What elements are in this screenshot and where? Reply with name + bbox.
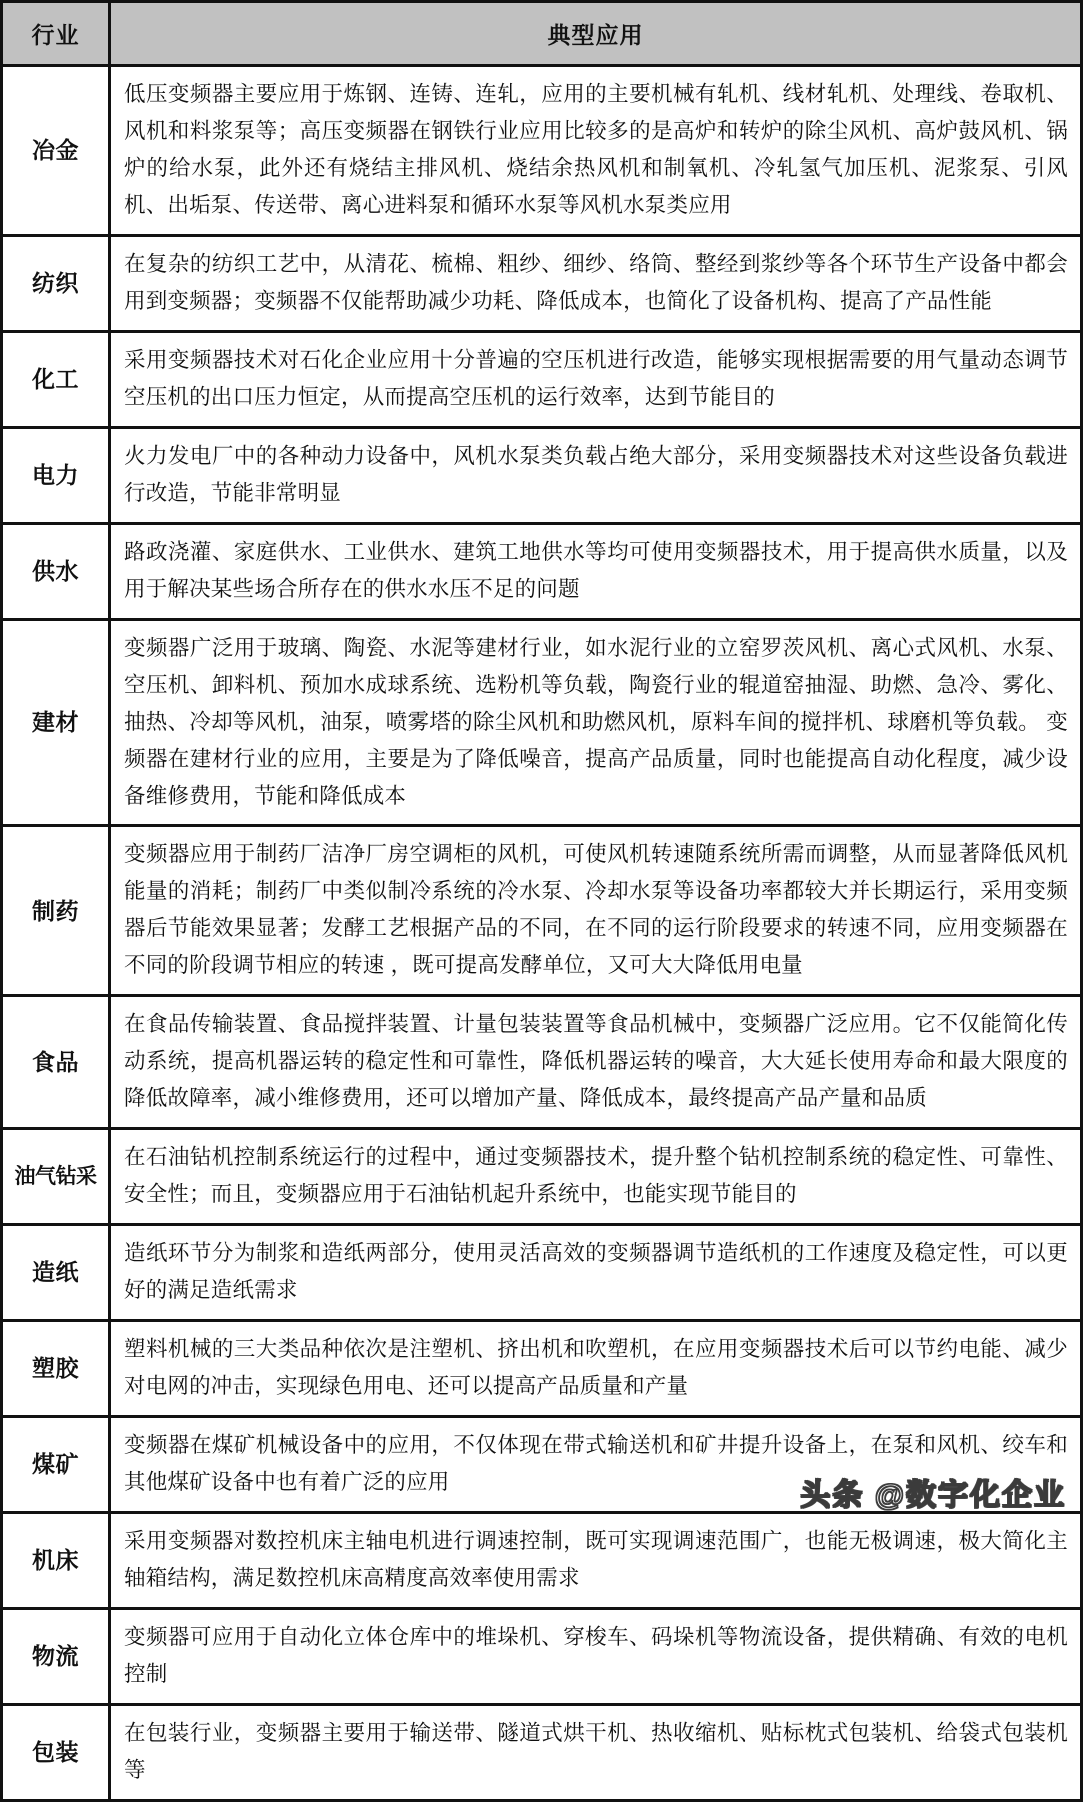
table-row bbox=[2, 1608, 1082, 1704]
industry-name-cell: 建材 bbox=[2, 619, 110, 826]
application-text-cell: 在包装行业，变频器主要用于输送带、隧道式烘干机、热收缩机、贴标枕式包装机、给袋式包装机等 bbox=[110, 1704, 1082, 1800]
table-header-row bbox=[2, 2, 1082, 66]
table-row bbox=[2, 427, 1082, 523]
application-text-cell: 采用变频器技术对石化企业应用十分普遍的空压机进行改造，能够实现根据需要的用气量动态调节空压机的出口压力恒定，从而提高空压机的运行效率，达到节能目的 bbox=[110, 331, 1082, 427]
column-header-industry: 行业 bbox=[2, 2, 110, 66]
table-row bbox=[2, 1129, 1082, 1225]
table-row bbox=[2, 66, 1082, 236]
table-row bbox=[2, 1225, 1082, 1321]
table-row bbox=[2, 1704, 1082, 1800]
industry-name-cell: 包装 bbox=[2, 1704, 110, 1800]
table-row bbox=[2, 996, 1082, 1129]
industry-name-cell: 油气钻采 bbox=[2, 1129, 110, 1225]
industry-name-cell: 化工 bbox=[2, 331, 110, 427]
column-header-application: 典型应用 bbox=[110, 2, 1082, 66]
industry-name-cell: 食品 bbox=[2, 996, 110, 1129]
application-text-cell: 变频器应用于制药厂洁净厂房空调柜的风机，可使风机转速随系统所需而调整，从而显著降低风机能量的消耗；制药厂中类似制冷系统的冷水泵、冷却水泵等设备功率都较大并长期运行，采用变频器后节能效果显著；发酵工艺根据产品的不同，在不同的运行阶段要求的转速不同，应用变频器在不同的阶段调节相应的转速 ，既可提高发酵单位，又可大大降低用电量 bbox=[110, 826, 1082, 996]
application-text-cell: 在食品传输装置、食品搅拌装置、计量包装装置等食品机械中，变频器广泛应用。它不仅能简化传动系统，提高机器运转的稳定性和可靠性，降低机器运转的噪音，大大延长使用寿命和最大限度的降低故障率，减小维修费用，还可以增加产量、降低成本，最终提高产品产量和品质 bbox=[110, 996, 1082, 1129]
application-text-cell: 造纸环节分为制浆和造纸两部分，使用灵活高效的变频器调节造纸机的工作速度及稳定性，可以更好的满足造纸需求 bbox=[110, 1225, 1082, 1321]
industry-name-cell: 煤矿 bbox=[2, 1417, 110, 1513]
industry-name-cell: 制药 bbox=[2, 826, 110, 996]
table-row bbox=[2, 1417, 1082, 1513]
application-text-cell: 路政浇灌、家庭供水、工业供水、建筑工地供水等均可使用变频器技术，用于提高供水质量，以及用于解决某些场合所存在的供水水压不足的问题 bbox=[110, 523, 1082, 619]
application-text-cell: 在石油钻机控制系统运行的过程中，通过变频器技术，提升整个钻机控制系统的稳定性、可靠性、安全性；而且，变频器应用于石油钻机起升系统中，也能实现节能目的 bbox=[110, 1129, 1082, 1225]
industry-name-cell: 机床 bbox=[2, 1513, 110, 1609]
application-text-cell: 变频器在煤矿机械设备中的应用，不仅体现在带式输送机和矿井提升设备上，在泵和风机、绞车和其他煤矿设备中也有着广泛的应用 bbox=[110, 1417, 1082, 1513]
table-row bbox=[2, 1321, 1082, 1417]
table-row bbox=[2, 619, 1082, 826]
application-text-cell: 低压变频器主要应用于炼钢、连铸、连轧，应用的主要机械有轧机、线材轧机、处理线、卷取机、风机和料浆泵等；高压变频器在钢铁行业应用比较多的是高炉和转炉的除尘风机、高炉鼓风机、锅炉的给水泵，此外还有烧结主排风机、烧结余热风机和制氧机、冷轧氢气加压机、泥浆泵、引风机、出垢泵、传送带、离心进料泵和循环水泵等风机水泵类应用 bbox=[110, 66, 1082, 236]
industry-name-cell: 供水 bbox=[2, 523, 110, 619]
application-text-cell: 塑料机械的三大类品种依次是注塑机、挤出机和吹塑机，在应用变频器技术后可以节约电能、减少对电网的冲击，实现绿色用电、还可以提高产品质量和产量 bbox=[110, 1321, 1082, 1417]
industry-name-cell: 纺织 bbox=[2, 235, 110, 331]
table-row bbox=[2, 523, 1082, 619]
table-row bbox=[2, 235, 1082, 331]
application-text-cell: 火力发电厂中的各种动力设备中，风机水泵类负载占绝大部分，采用变频器技术对这些设备负载进行改造，节能非常明显 bbox=[110, 427, 1082, 523]
industry-name-cell: 塑胶 bbox=[2, 1321, 110, 1417]
table-row bbox=[2, 1513, 1082, 1609]
application-text-cell: 在复杂的纺织工艺中，从清花、梳棉、粗纱、细纱、络筒、整经到浆纱等各个环节生产设备中都会用到变频器；变频器不仅能帮助减少功耗、降低成本，也简化了设备机构、提高了产品性能 bbox=[110, 235, 1082, 331]
application-text-cell: 变频器广泛用于玻璃、陶瓷、水泥等建材行业，如水泥行业的立窑罗茨风机、离心式风机、水泵、空压机、卸料机、预加水成球系统、选粉机等负载，陶瓷行业的辊道窑抽湿、助燃、急冷、雾化、抽热、冷却等风机，油泵，喷雾塔的除尘风机和助燃风机，原料车间的搅拌机、球磨机等负载。 变频器在建材行业的应用，主要是为了降低噪音，提高产品质量，同时也能提高自动化程度，减少设备维修费用，节能和降低成本 bbox=[110, 619, 1082, 826]
application-text-cell: 采用变频器对数控机床主轴电机进行调速控制，既可实现调速范围广，也能无极调速，极大简化主轴箱结构，满足数控机床高精度高效率使用需求 bbox=[110, 1513, 1082, 1609]
application-text-cell: 变频器可应用于自动化立体仓库中的堆垛机、穿梭车、码垛机等物流设备，提供精确、有效的电机控制 bbox=[110, 1608, 1082, 1704]
industry-name-cell: 物流 bbox=[2, 1608, 110, 1704]
industry-name-cell: 冶金 bbox=[2, 66, 110, 236]
table-row bbox=[2, 826, 1082, 996]
watermark: 头条 @数字化企业 bbox=[800, 1479, 1066, 1512]
table-header bbox=[2, 2, 1082, 66]
table-row bbox=[2, 331, 1082, 427]
industry-name-cell: 造纸 bbox=[2, 1225, 110, 1321]
industry-name-cell: 电力 bbox=[2, 427, 110, 523]
table-body bbox=[2, 66, 1082, 1801]
